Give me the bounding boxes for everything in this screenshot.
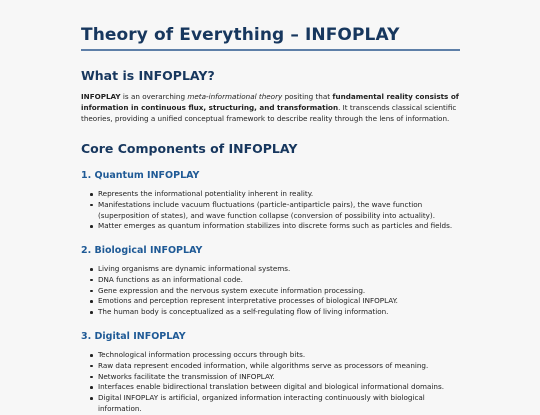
page-title: Theory of Everything – INFOPLAY bbox=[81, 25, 400, 45]
digital-list bbox=[90, 350, 460, 415]
list-item: Manifestations include vacuum fluctuations (particle-antiparticle pairs), the wave function (superposition of states), and wave function collapse (conversion of possibility into actuality). bbox=[90, 200, 460, 222]
section-heading-what-is: What is INFOPLAY? bbox=[81, 68, 215, 83]
title-divider bbox=[81, 49, 460, 51]
list-item: Emotions and perception represent interpretative processes of biological INFOPLAY. bbox=[90, 296, 460, 307]
list-item: The human body is conceptualized as a self-regulating flow of living information. bbox=[90, 307, 460, 318]
biological-list bbox=[90, 264, 460, 318]
quantum-list bbox=[90, 189, 460, 232]
list-item: DNA functions as an informational code. bbox=[90, 275, 460, 286]
intro-strong: fundamental reality consists of information in continuous flux, structuring, and transformation bbox=[81, 92, 459, 112]
intro-term: INFOPLAY bbox=[81, 92, 121, 101]
list-item: Matter emerges as quantum information stabilizes into discrete forms such as particles and fields. bbox=[90, 221, 460, 232]
list-item: Represents the informational potentiality inherent in reality. bbox=[90, 189, 460, 200]
list-item: Interfaces enable bidirectional translation between digital and biological informational domains. bbox=[90, 382, 460, 393]
section-heading-core-components: Core Components of INFOPLAY bbox=[81, 141, 298, 156]
intro-text-3: . It transcends classical scientific theories, providing a unified conceptual framework to describe reality through the lens of information. bbox=[81, 103, 457, 123]
subsection-heading-digital: 3. Digital INFOPLAY bbox=[81, 331, 186, 342]
subsection-heading-quantum: 1. Quantum INFOPLAY bbox=[81, 170, 200, 181]
intro-emphasis: meta-informational theory bbox=[187, 92, 283, 101]
intro-paragraph bbox=[81, 91, 461, 124]
list-item: Living organisms are dynamic informational systems. bbox=[90, 264, 460, 275]
list-item: Raw data represent encoded information, while algorithms serve as processors of meaning. bbox=[90, 361, 460, 372]
list-item: Digital INFOPLAY is artificial, organized information interacting continuously with biological information. bbox=[90, 393, 460, 415]
list-item: Gene expression and the nervous system execute information processing. bbox=[90, 286, 460, 297]
list-item: Technological information processing occurs through bits. bbox=[90, 350, 460, 361]
intro-text-1: is an overarching bbox=[120, 92, 188, 101]
subsection-heading-biological: 2. Biological INFOPLAY bbox=[81, 245, 203, 256]
intro-text-2: positing that bbox=[282, 92, 333, 101]
list-item: Networks facilitate the transmission of INFOPLAY. bbox=[90, 372, 460, 383]
